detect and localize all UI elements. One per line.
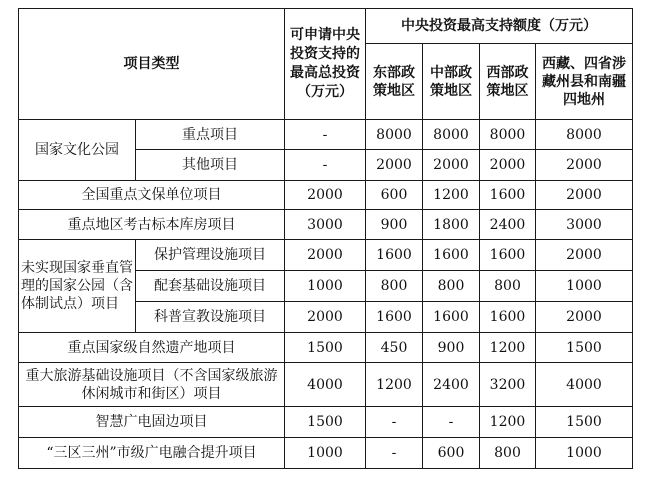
cell-central: 8000: [423, 120, 480, 150]
cell-west: 1600: [480, 240, 536, 271]
row-group-label: 国家文化公园: [19, 120, 136, 181]
row-group-label: 未实现国家垂直管理的国家公园（含体制试点）项目: [19, 240, 136, 333]
cell-central: -: [423, 407, 480, 438]
row-sub-label: 其他项目: [136, 150, 285, 181]
table-row: [19, 210, 633, 240]
cell-west: 8000: [480, 120, 536, 150]
cell-central: 1800: [423, 210, 480, 240]
table-row: [19, 407, 633, 438]
cell-tibet-xinjiang: 1500: [536, 407, 633, 438]
row-sub-label: 重点项目: [136, 120, 285, 150]
table-row: [19, 438, 633, 469]
cell-tibet-xinjiang: 2000: [536, 181, 633, 210]
cell-tibet-xinjiang: 1500: [536, 333, 633, 363]
cell-central: 800: [423, 271, 480, 302]
cell-east: 2000: [366, 150, 423, 181]
header-region-east: 东部政策地区: [366, 44, 423, 120]
header-central-support: 中央投资最高支持额度（万元）: [366, 9, 633, 44]
cell-max-investment: -: [285, 120, 366, 150]
cell-central: 2400: [423, 363, 480, 407]
cell-max-investment: 2000: [285, 181, 366, 210]
table-row: [19, 240, 633, 271]
cell-central: 1600: [423, 302, 480, 333]
cell-max-investment: 1500: [285, 333, 366, 363]
cell-central: 900: [423, 333, 480, 363]
table-row: [19, 363, 633, 407]
cell-west: 1600: [480, 181, 536, 210]
cell-tibet-xinjiang: 8000: [536, 120, 633, 150]
cell-east: -: [366, 407, 423, 438]
cell-west: 2000: [480, 150, 536, 181]
cell-east: 8000: [366, 120, 423, 150]
cell-max-investment: 3000: [285, 210, 366, 240]
header-region-central: 中部政策地区: [423, 44, 480, 120]
cell-max-investment: 1000: [285, 271, 366, 302]
table-row: [19, 120, 633, 150]
cell-west: 800: [480, 271, 536, 302]
cell-tibet-xinjiang: 2000: [536, 302, 633, 333]
cell-central: 1200: [423, 181, 480, 210]
investment-support-table: [18, 8, 633, 469]
row-label: 重点地区考古标本库房项目: [19, 210, 285, 240]
cell-max-investment: 1500: [285, 407, 366, 438]
cell-tibet-xinjiang: 1000: [536, 438, 633, 469]
cell-west: 3200: [480, 363, 536, 407]
cell-max-investment: 4000: [285, 363, 366, 407]
cell-central: 600: [423, 438, 480, 469]
cell-max-investment: 1000: [285, 438, 366, 469]
header-max-investment: 可申请中央投资支持的最高总投资（万元）: [285, 9, 366, 120]
row-sub-label: 配套基础设施项目: [136, 271, 285, 302]
table-row: [19, 181, 633, 210]
cell-west: 2400: [480, 210, 536, 240]
cell-east: 1600: [366, 240, 423, 271]
header-region-west: 西部政策地区: [480, 44, 536, 120]
cell-east: 1200: [366, 363, 423, 407]
row-label: 重点国家级自然遗产地项目: [19, 333, 285, 363]
cell-max-investment: 2000: [285, 302, 366, 333]
row-label: 重大旅游基础设施项目（不含国家级旅游休闲城市和街区）项目: [19, 363, 285, 407]
cell-west: 1200: [480, 407, 536, 438]
row-sub-label: 保护管理设施项目: [136, 240, 285, 271]
cell-west: 800: [480, 438, 536, 469]
cell-east: 450: [366, 333, 423, 363]
cell-east: 1600: [366, 302, 423, 333]
cell-tibet-xinjiang: 3000: [536, 210, 633, 240]
cell-tibet-xinjiang: 4000: [536, 363, 633, 407]
cell-east: 600: [366, 181, 423, 210]
header-row-1: [19, 9, 633, 44]
cell-tibet-xinjiang: 1000: [536, 271, 633, 302]
cell-east: 800: [366, 271, 423, 302]
row-label: 智慧广电固边项目: [19, 407, 285, 438]
cell-west: 1600: [480, 302, 536, 333]
cell-east: 900: [366, 210, 423, 240]
cell-max-investment: 2000: [285, 240, 366, 271]
row-sub-label: 科普宣教设施项目: [136, 302, 285, 333]
row-label: 全国重点文保单位项目: [19, 181, 285, 210]
header-region-tibet-xinjiang: 西藏、四省涉藏州县和南疆四地州: [536, 44, 633, 120]
cell-tibet-xinjiang: 2000: [536, 240, 633, 271]
header-project-type: 项目类型: [19, 9, 285, 120]
cell-max-investment: -: [285, 150, 366, 181]
table-row: [19, 333, 633, 363]
row-label: “三区三州”市级广电融合提升项目: [19, 438, 285, 469]
cell-west: 1200: [480, 333, 536, 363]
cell-central: 2000: [423, 150, 480, 181]
cell-central: 1600: [423, 240, 480, 271]
cell-tibet-xinjiang: 2000: [536, 150, 633, 181]
cell-east: -: [366, 438, 423, 469]
